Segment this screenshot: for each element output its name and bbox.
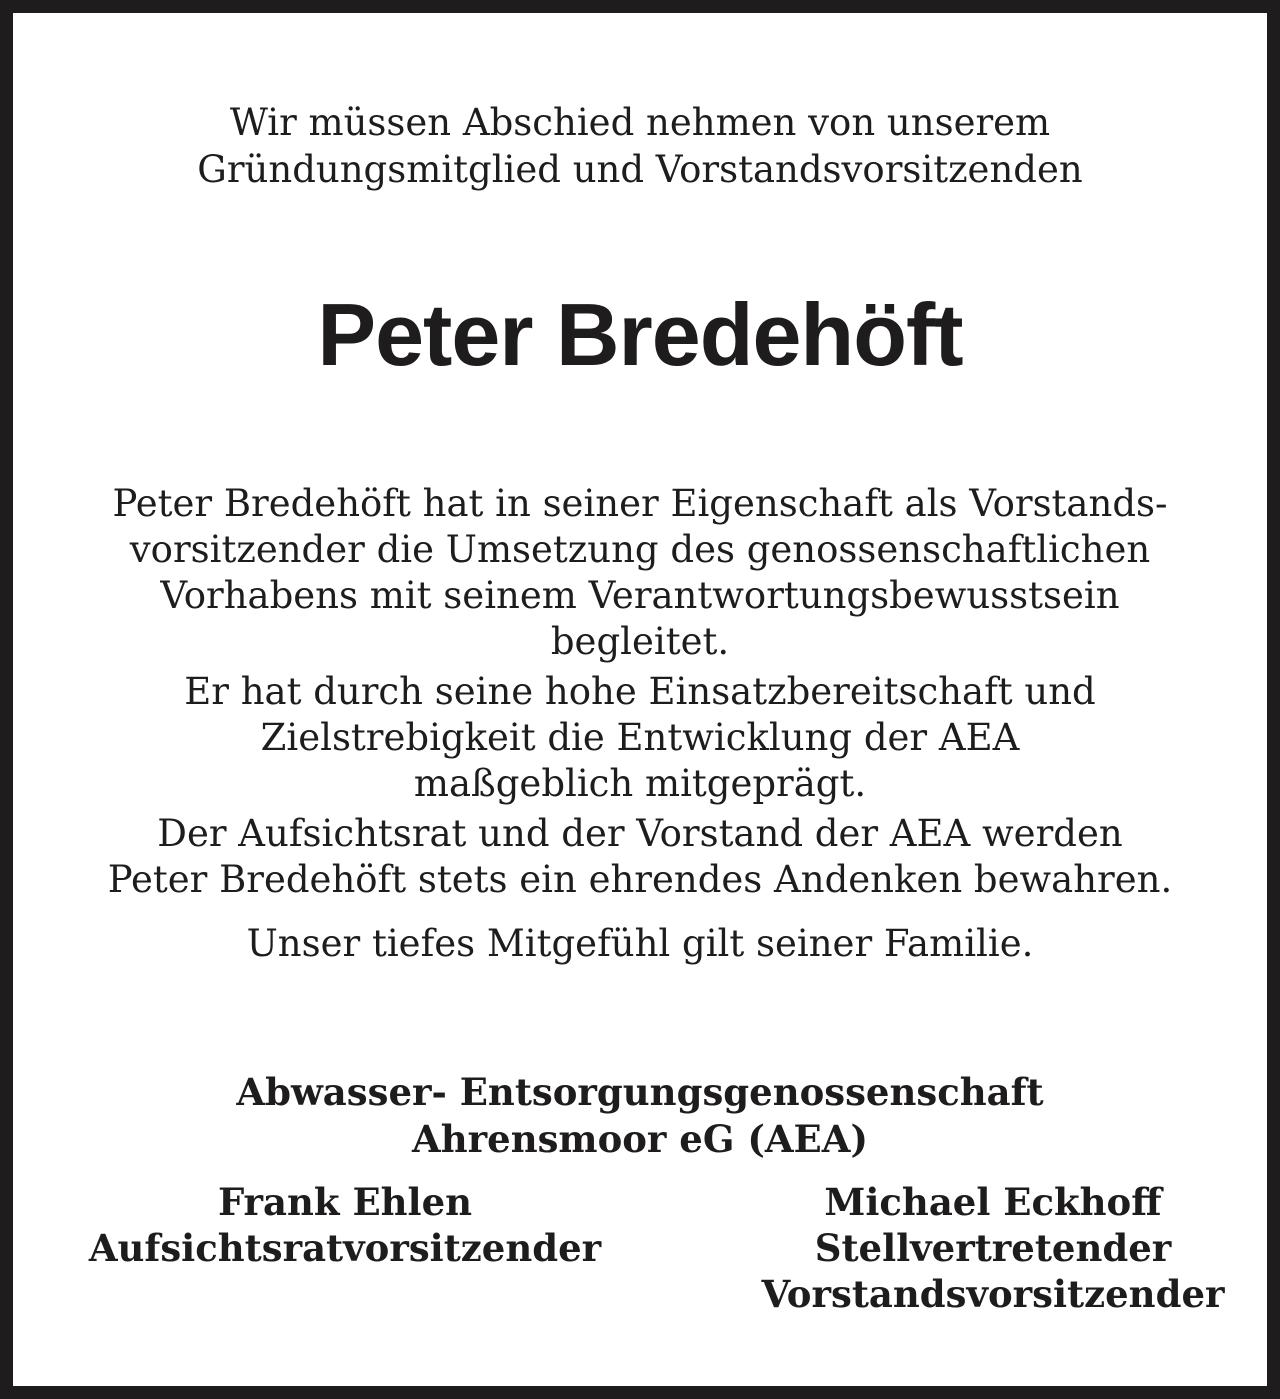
text-line: maßgeblich mitgeprägt.: [413, 762, 867, 805]
text-line: Peter Bredehöft hat in seiner Eigenschaft als Vorstands-: [112, 482, 1168, 525]
signatory-title: Stellvertretender: [814, 1226, 1172, 1270]
text-line: Zielstrebigkeit die Entwicklung der AEA: [260, 716, 1020, 759]
intro-text: [13, 99, 1267, 193]
signatory-title: Aufsichtsratvorsitzender: [88, 1226, 602, 1270]
text-line: vorsitzender die Umsetzung des genossenschaftlichen: [129, 528, 1151, 571]
signatory-right: [713, 1179, 1273, 1317]
intro-line: Wir müssen Abschied nehmen von unserem: [229, 101, 1051, 144]
text-line: Er hat durch seine hohe Einsatzbereitschaft und: [184, 670, 1096, 713]
tribute-paragraph: [53, 669, 1227, 807]
text-line: Unser tiefes Mitgefühl gilt seiner Familie.: [246, 922, 1034, 965]
tribute-paragraph: [53, 481, 1227, 665]
tribute-paragraph: [53, 811, 1227, 903]
deceased-name: Peter Bredehöft: [317, 285, 963, 384]
tribute-text: [53, 481, 1227, 971]
signatory-name: Michael Eckhoff: [824, 1180, 1162, 1224]
org-line: Ahrensmoor eG (AEA): [412, 1117, 868, 1161]
organization-name: [13, 1069, 1267, 1163]
signatory-name: Frank Ehlen: [217, 1180, 473, 1224]
signatory-title: Vorstandsvorsitzender: [761, 1272, 1225, 1316]
intro-line: Gründungsmitglied und Vorstandsvorsitzenden: [197, 148, 1083, 191]
org-line: Abwasser- Entsorgungsgenossenschaft: [236, 1070, 1044, 1114]
text-line: begleitet.: [550, 620, 730, 663]
text-line: Peter Bredehöft stets ein ehrendes Andenken bewahren.: [107, 858, 1173, 901]
text-line: Der Aufsichtsrat und der Vorstand der AEA werden: [157, 812, 1123, 855]
condolence-paragraph: [53, 921, 1227, 967]
text-line: Vorhabens mit seinem Verantwortungsbewusstsein: [160, 574, 1120, 617]
signatory-left: [75, 1179, 615, 1271]
